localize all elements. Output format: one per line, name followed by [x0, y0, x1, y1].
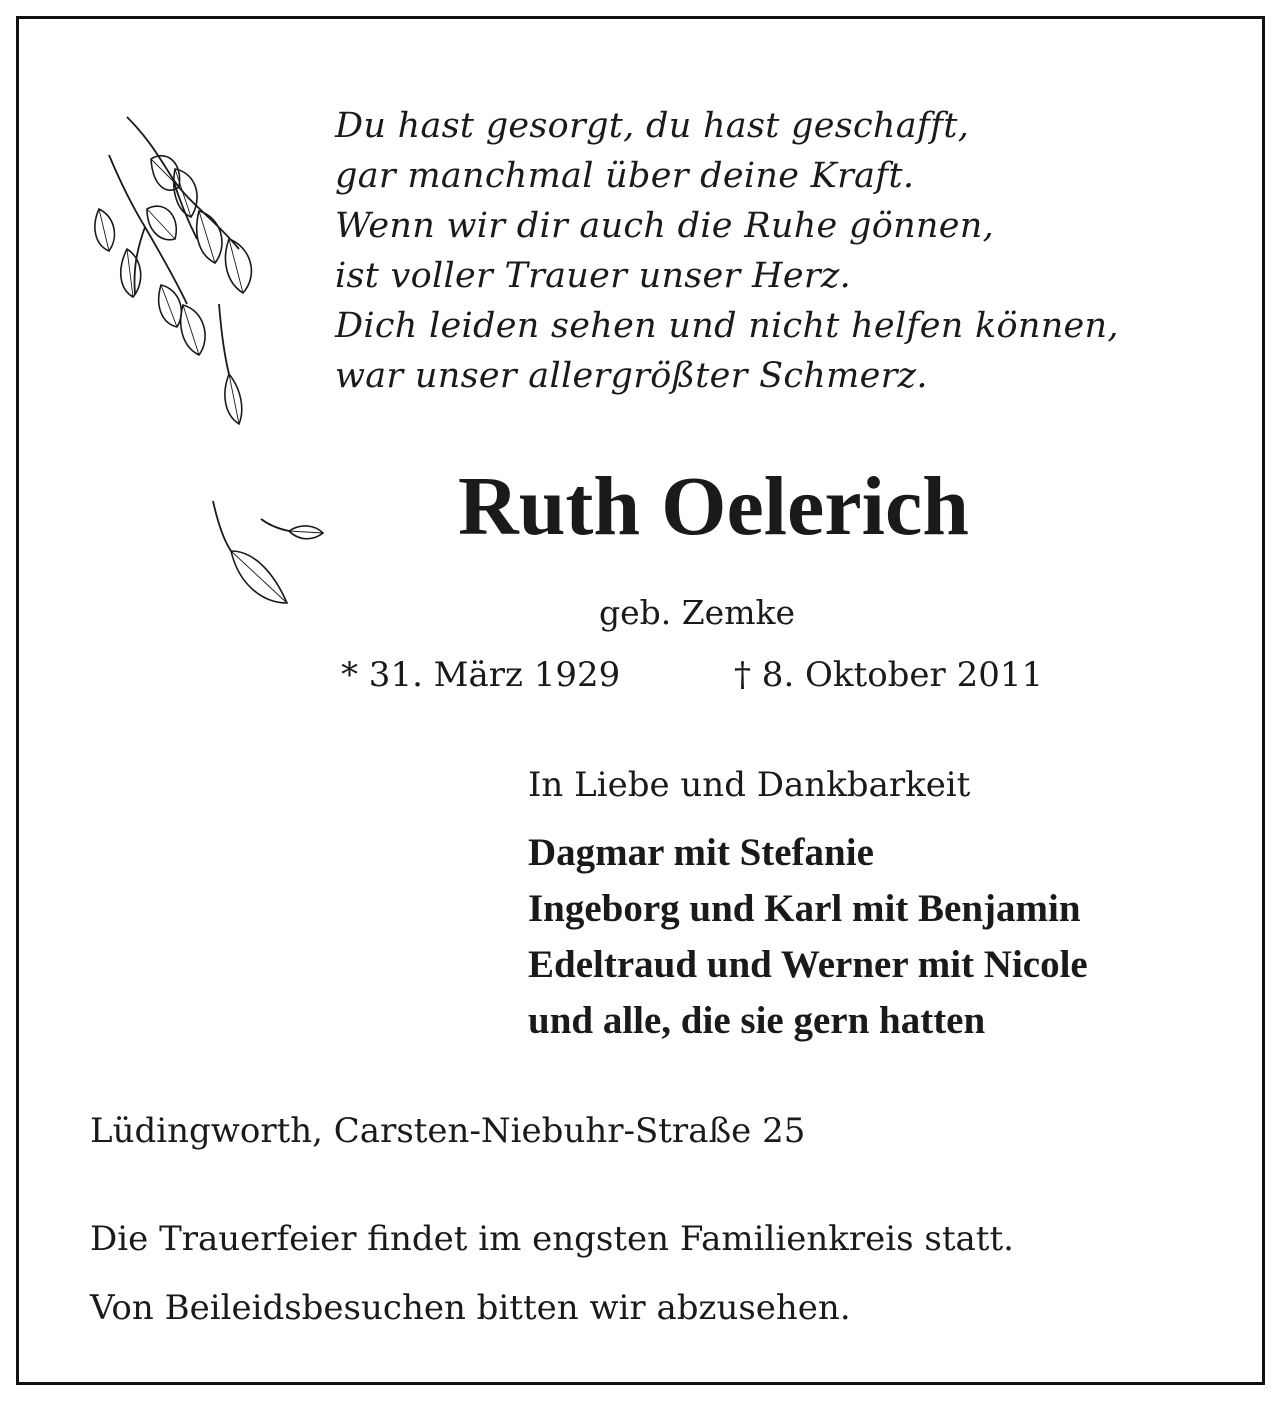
- birth-name: geb. Zemke: [599, 593, 796, 632]
- family-address: Lüdingworth, Carsten-Niebuhr-Straße 25: [90, 1111, 806, 1151]
- poem-line: ist voller Trauer unser Herz.: [335, 256, 852, 296]
- mourner-line: Dagmar mit Stefanie: [528, 831, 874, 874]
- poem-line: gar manchmal über deine Kraft.: [335, 156, 915, 196]
- obituary-notice: [16, 16, 1265, 1385]
- ceremony-note: Die Trauerfeier findet im engsten Familienkreis statt.: [90, 1219, 1014, 1259]
- mourner-line: Ingeborg und Karl mit Benjamin: [528, 887, 1081, 930]
- poem-line: war unser allergrößter Schmerz.: [335, 356, 928, 396]
- poem-line: Wenn wir dir auch die Ruhe gönnen,: [335, 206, 995, 246]
- death-date: † 8. Oktober 2011: [734, 655, 1044, 695]
- mourner-line: und alle, die sie gern hatten: [528, 999, 986, 1042]
- memorial-poem: [335, 101, 1235, 401]
- birch-branch-icon: [79, 99, 309, 429]
- condolence-note: Von Beileidsbesuchen bitten wir abzusehen.: [90, 1288, 851, 1328]
- deceased-name: Ruth Oelerich: [458, 460, 969, 553]
- dedication-line: In Liebe und Dankbarkeit: [528, 765, 971, 805]
- poem-line: Du hast gesorgt, du hast geschafft,: [335, 106, 970, 146]
- mourners-list: [528, 825, 1088, 1049]
- mourner-line: Edeltraud und Werner mit Nicole: [528, 943, 1088, 986]
- poem-line: Dich leiden sehen und nicht helfen können,: [335, 306, 1119, 346]
- birth-date: * 31. März 1929: [341, 655, 621, 695]
